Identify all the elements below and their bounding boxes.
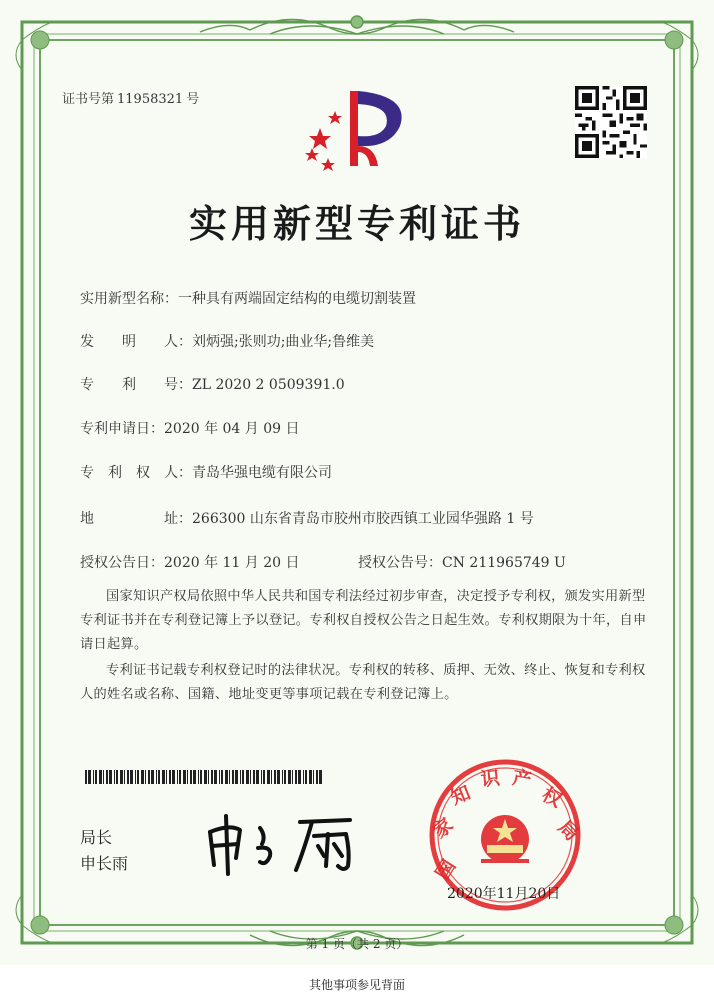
svg-text:国: 国 <box>431 855 461 884</box>
field-patentee <box>80 462 332 482</box>
grant-number-value: CN 211965749 U <box>442 555 566 571</box>
certificate-number <box>62 88 199 107</box>
svg-text:产: 产 <box>510 766 534 792</box>
grant-number-label: 授权公告号： <box>358 555 442 571</box>
field-inventors <box>80 331 374 351</box>
top-ornament <box>200 16 514 34</box>
grant-date-label: 授权公告日： <box>80 555 164 571</box>
certificate-number-label: 证书号第 <box>62 92 115 107</box>
cnipa-emblem-icon <box>300 86 420 176</box>
seal-date: 2020年11月20日 <box>447 886 561 902</box>
field-value: ZL 2020 2 0509391.0 <box>192 377 345 393</box>
field-label: 实用新型名称： <box>80 291 178 307</box>
field-value: 266300 山东省青岛市胶州市胶西镇工业园华强路 1 号 <box>192 511 534 527</box>
svg-text:识: 识 <box>479 767 501 791</box>
certificate-title: 实用新型专利证书 <box>188 201 525 246</box>
field-value: 刘炳强;张则功;曲业华;鲁维美 <box>192 334 375 350</box>
certificate-number-value: 11958321 <box>117 92 184 107</box>
field-patent-number <box>80 374 345 394</box>
field-value: 青岛华强电缆有限公司 <box>192 465 332 481</box>
field-label: 专利申请日： <box>80 421 164 437</box>
field-address <box>80 508 534 528</box>
field-label: 发 明 人： <box>80 334 192 350</box>
field-utility-model-name <box>80 288 416 308</box>
field-value: 一种具有两端固定结构的电缆切割装置 <box>178 291 416 307</box>
field-grant-date <box>80 552 300 572</box>
field-grant-number <box>358 552 566 572</box>
grant-date-value: 2020 年 11 月 20 日 <box>164 555 300 571</box>
director-signature <box>200 810 370 880</box>
qr-code-icon <box>575 86 647 158</box>
director-title: 局长 <box>80 828 113 847</box>
field-value: 2020 年 04 月 09 日 <box>164 421 300 437</box>
svg-text:家: 家 <box>428 813 458 843</box>
field-application-date <box>80 418 300 438</box>
svg-text:局: 局 <box>553 816 583 846</box>
certificate-number-suffix: 号 <box>186 92 200 107</box>
back-note: 其他事项参见背面 <box>308 978 405 992</box>
paragraph-grant-statement: 国家知识产权局依照中华人民共和国专利法经过初步审查，决定授予专利权，颁发实用新型专利证书并在专利登记簿上予以登记。专利权自授权公告之日起生效。专利权期限为十年，自申请日起算。 <box>80 589 647 652</box>
field-label: 地 址： <box>80 511 192 527</box>
paragraph-legal-status: 专利证书记载专利权登记时的法律状况。专利权的转移、质押、无效、终止、恢复和专利权人的姓名或名称、国籍、地址变更等事项记载在专利登记簿上。 <box>80 663 646 702</box>
page-number: 第 1 页（共 2 页） <box>305 937 409 951</box>
field-label: 专 利 号： <box>80 377 192 393</box>
svg-text:权: 权 <box>538 783 566 812</box>
svg-text:知: 知 <box>447 781 474 810</box>
barcode-icon <box>85 770 325 784</box>
field-label: 专 利 权 人： <box>80 465 192 481</box>
director-name: 申长雨 <box>80 854 129 873</box>
